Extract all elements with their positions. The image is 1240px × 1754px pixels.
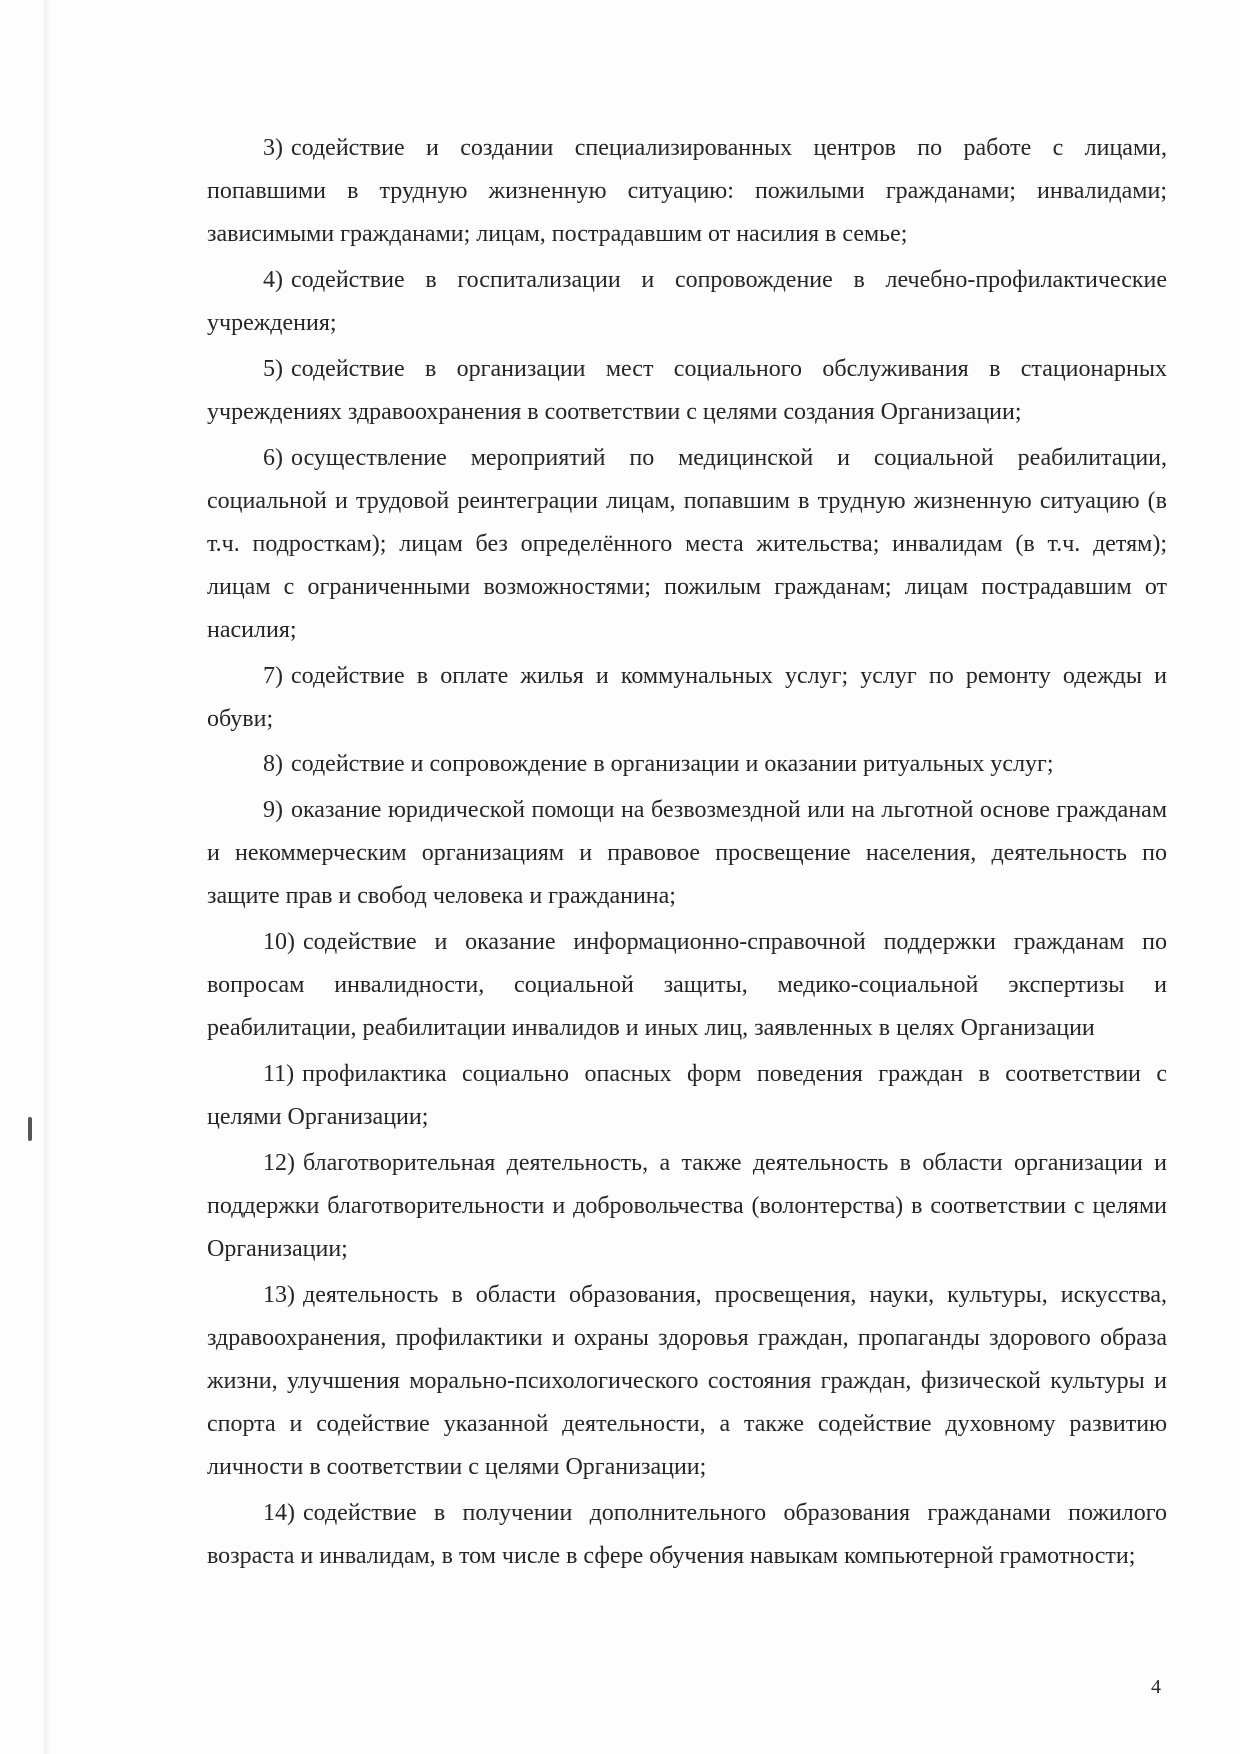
item-text: содействие и оказание информационно-справочной поддержки гражданам по вопросам инвалидности, социальной защиты, медико-социальной экспертизы и реабилитации, реабилитации инвалидов и иных лиц, заявленных в целях Организации [207, 929, 1167, 1042]
item-number: 7) [263, 662, 283, 689]
item-text: содействие в организации мест социального обслуживания в стационарных учреждениях здравоохранения в соответствии с целями создания Организации; [207, 355, 1167, 425]
list-item [207, 789, 1167, 918]
item-number: 3) [263, 135, 283, 161]
list-item [207, 437, 1167, 652]
scan-mark [28, 1117, 32, 1141]
item-text: содействие и создании специализированных центров по работе с лицами, попавшими в трудную жизненную ситуацию: пожилыми гражданами; инвалидами; зависимыми гражданами; лицам, пострадавшим от насилия в семье; [207, 135, 1167, 247]
item-text: содействие в госпитализации и сопровождение в лечебно-профилактические учреждения; [207, 266, 1167, 336]
item-text: содействие в оплате жилья и коммунальных услуг; услуг по ремонту одежды и обуви; [207, 662, 1167, 732]
item-number: 9) [263, 797, 283, 824]
list-item [207, 655, 1167, 741]
document-body [207, 127, 1167, 1581]
list-item [207, 743, 1167, 786]
item-text: благотворительная деятельность, а также деятельность в области организации и поддержки благотворительности и добровольчества (волонтерства) в соответствии с целями Организации; [207, 1150, 1167, 1263]
list-item [207, 259, 1167, 345]
page-number: 4 [1151, 1676, 1161, 1698]
list-item [207, 348, 1167, 434]
item-number: 10) [263, 929, 295, 956]
item-text: профилактика социально опасных форм поведения граждан в соответствии с целями Организации; [207, 1061, 1167, 1131]
item-number: 13) [263, 1281, 295, 1308]
item-number: 4) [263, 266, 283, 293]
item-number: 11) [263, 1061, 295, 1088]
list-item [207, 127, 1167, 256]
item-number: 8) [263, 751, 283, 778]
item-number: 12) [263, 1150, 295, 1177]
list-item [207, 1053, 1167, 1139]
item-text: оказание юридической помощи на безвозмездной или на льготной основе гражданам и некоммерческим организациям и правовое просвещение населения, деятельность по защите прав и свобод человека и гражданина; [207, 797, 1167, 910]
list-item [207, 1274, 1167, 1489]
item-text: деятельность в области образования, просвещения, науки, культуры, искусства, здравоохранения, профилактики и охраны здоровья граждан, пропаганды здорового образа жизни, улучшения морально-психологического состояния граждан, физической культуры и спорта и содействие указанной деятельности, а также содействие духовному развитию личности в соответствии с целями Организации; [207, 1281, 1167, 1480]
item-number: 5) [263, 355, 283, 382]
item-text: содействие и сопровождение в организации и оказании ритуальных услуг; [291, 751, 1054, 778]
item-text: содействие в получении дополнительного образования гражданами пожилого возраста и инвалидам, в том числе в сфере обучения навыкам компьютерной грамотности; [207, 1499, 1167, 1569]
item-number: 14) [263, 1499, 295, 1526]
list-item [207, 921, 1167, 1050]
item-number: 6) [263, 444, 283, 471]
scan-edge [44, 0, 50, 1754]
item-text: осуществление мероприятий по медицинской и социальной реабилитации, социальной и трудовой реинтеграции лицам, попавшим в трудную жизненную ситуацию (в т.ч. подросткам); лицам без определённого места жительства; инвалидам (в т.ч. детям); лицам с ограниченными возможностями; пожилым гражданам; лицам пострадавшим от насилия; [207, 444, 1167, 643]
list-item [207, 1142, 1167, 1271]
list-item [207, 1492, 1167, 1578]
